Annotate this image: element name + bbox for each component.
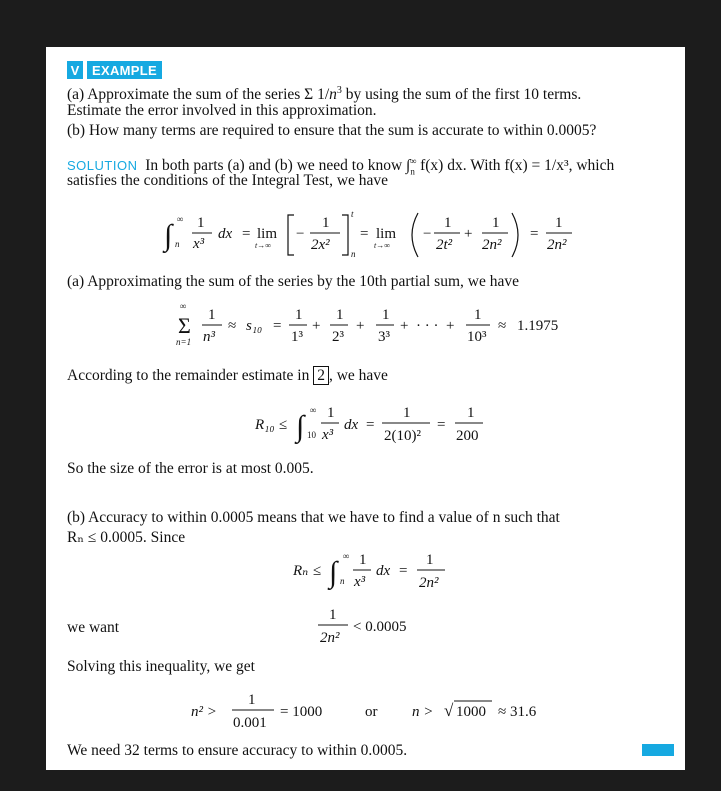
- solution-intro-line2: satisfies the conditions of the Integral Test, we have: [67, 172, 389, 189]
- svg-text:lim: lim: [257, 226, 278, 242]
- svg-text:1: 1: [208, 307, 216, 323]
- svg-text:=: =: [399, 563, 408, 579]
- svg-text:10: 10: [307, 430, 316, 440]
- eq5: [318, 607, 406, 646]
- svg-text:1³: 1³: [291, 329, 303, 345]
- svg-text:∞: ∞: [310, 405, 317, 415]
- svg-text:1: 1: [444, 215, 452, 231]
- svg-text:or: or: [365, 704, 378, 720]
- solution-label: SOLUTION: [67, 158, 138, 174]
- eq2: [176, 301, 558, 347]
- svg-text:n >: n >: [412, 704, 434, 720]
- svg-text:1: 1: [426, 552, 434, 568]
- svg-text:1: 1: [197, 215, 205, 231]
- svg-text:=: =: [242, 226, 251, 242]
- svg-text:1: 1: [327, 405, 335, 421]
- svg-text:−: −: [423, 226, 432, 242]
- svg-text:2n²: 2n²: [320, 630, 340, 646]
- svg-text:t→∞: t→∞: [374, 241, 390, 250]
- svg-text:≈: ≈: [498, 318, 507, 334]
- svg-text:=: =: [530, 226, 539, 242]
- svg-text:≈: ≈: [228, 318, 237, 334]
- we-want-text: we want: [67, 619, 120, 636]
- svg-text:2x²: 2x²: [311, 237, 330, 253]
- integral-sign: ∫: [164, 219, 173, 252]
- svg-text:1.1975: 1.1975: [517, 318, 559, 334]
- svg-text:200: 200: [456, 428, 479, 444]
- svg-text:dx: dx: [218, 226, 233, 242]
- svg-text:3³: 3³: [378, 329, 390, 345]
- svg-text:x³: x³: [354, 574, 366, 590]
- svg-text:2n²: 2n²: [547, 237, 567, 253]
- svg-text:n: n: [340, 576, 345, 586]
- svg-text:· · ·: · · ·: [416, 318, 439, 334]
- integral-sign: ∫: [329, 556, 338, 589]
- part-b-line1: (b) Accuracy to within 0.0005 means that we have to find a value of n such that: [67, 509, 560, 526]
- svg-text:1: 1: [359, 552, 367, 568]
- problem-a-line1: (a) Approximate the sum of the series Σ $1/n^3$ by using the sum of the first 10 terms.: [67, 85, 582, 104]
- svg-text:2³: 2³: [332, 329, 344, 345]
- svg-text:2n²: 2n²: [482, 237, 502, 253]
- conclusion-text: We need 32 terms to ensure accuracy to within 0.0005.: [67, 742, 408, 759]
- svg-text:1: 1: [295, 307, 303, 323]
- eq3: [254, 405, 483, 445]
- svg-text:1: 1: [492, 215, 500, 231]
- svg-text:=: =: [366, 417, 375, 433]
- svg-text:t: t: [351, 209, 354, 219]
- svg-text:lim: lim: [376, 226, 397, 242]
- svg-text:n² >: n² >: [191, 704, 217, 720]
- eq4: [292, 551, 445, 591]
- svg-text:dx: dx: [376, 563, 391, 579]
- svg-text:< 0.0005: < 0.0005: [353, 619, 407, 635]
- svg-text:2t²: 2t²: [436, 237, 453, 253]
- part-b-line2: Rₙ ≤ 0.0005. Since: [67, 529, 186, 546]
- svg-text:1: 1: [322, 215, 330, 231]
- svg-text:∞: ∞: [180, 301, 187, 311]
- integral-sign: ∫: [296, 410, 305, 443]
- svg-text:1: 1: [403, 405, 411, 421]
- badge-letter: V: [67, 61, 83, 79]
- solving-text: Solving this inequality, we get: [67, 658, 255, 675]
- error-text: So the size of the error is at most 0.005.: [67, 460, 314, 477]
- svg-text:+: +: [400, 318, 409, 334]
- part-a-text: (a) Approximating the sum of the series by the 10th partial sum, we have: [67, 273, 519, 290]
- svg-text:t→∞: t→∞: [255, 241, 271, 250]
- svg-text:10³: 10³: [467, 329, 487, 345]
- svg-text:1: 1: [336, 307, 344, 323]
- svg-text:≤: ≤: [313, 563, 322, 579]
- eq6: [191, 692, 537, 731]
- svg-text:≈ 31.6: ≈ 31.6: [498, 704, 537, 720]
- svg-text:2n²: 2n²: [419, 575, 439, 591]
- svg-text:+: +: [464, 226, 473, 242]
- svg-text:∞: ∞: [343, 551, 350, 561]
- svg-text:n: n: [175, 239, 180, 249]
- svg-text:√: √: [444, 701, 454, 720]
- svg-text:−: −: [296, 226, 305, 242]
- svg-text:+: +: [446, 318, 455, 334]
- svg-text:1: 1: [248, 692, 256, 708]
- end-of-example-mark: [642, 744, 674, 756]
- svg-text:n=1: n=1: [176, 337, 192, 347]
- svg-text:+: +: [312, 318, 321, 334]
- svg-text:dx: dx: [344, 417, 359, 433]
- svg-text:x³: x³: [322, 427, 334, 443]
- svg-text:+: +: [356, 318, 365, 334]
- badge-label: EXAMPLE: [87, 61, 162, 79]
- equation-ref-box: 2: [313, 366, 329, 385]
- svg-text:≤: ≤: [279, 417, 288, 433]
- svg-text:Σ: Σ: [178, 313, 191, 338]
- svg-text:=: =: [360, 226, 369, 242]
- svg-text:=: =: [273, 318, 282, 334]
- svg-text:n³: n³: [203, 329, 215, 345]
- svg-text:0.001: 0.001: [233, 715, 267, 731]
- svg-text:R₁₀: R₁₀: [255, 417, 275, 433]
- svg-text:= 1000: = 1000: [280, 704, 323, 720]
- svg-text:n: n: [351, 249, 356, 259]
- svg-text:s₁₀: s₁₀: [246, 318, 263, 334]
- svg-text:2(10)²: 2(10)²: [384, 428, 421, 444]
- svg-text:∞: ∞: [177, 214, 184, 224]
- textbook-page: [46, 47, 685, 770]
- svg-text:1: 1: [474, 307, 482, 323]
- eq1: [162, 209, 572, 259]
- svg-text:1: 1: [329, 607, 337, 623]
- problem-b: (b) How many terms are required to ensure that the sum is accurate to within 0.0005?: [67, 122, 597, 139]
- svg-text:1: 1: [555, 215, 563, 231]
- svg-text:=: =: [437, 417, 446, 433]
- svg-text:1000: 1000: [456, 704, 486, 720]
- remainder-line: According to the remainder estimate in 2 , we have: [67, 367, 388, 384]
- svg-text:1: 1: [467, 405, 475, 421]
- svg-text:Rₙ: Rₙ: [293, 563, 309, 579]
- svg-text:x³: x³: [193, 236, 205, 252]
- svg-text:1: 1: [382, 307, 390, 323]
- problem-a-line2: Estimate the error involved in this approximation.: [67, 102, 377, 119]
- solution-intro-line1: SOLUTION In both parts (a) and (b) we need to know $\int_n^\infty$ f(x) dx. With f(x) = 1/x³, which: [67, 156, 615, 177]
